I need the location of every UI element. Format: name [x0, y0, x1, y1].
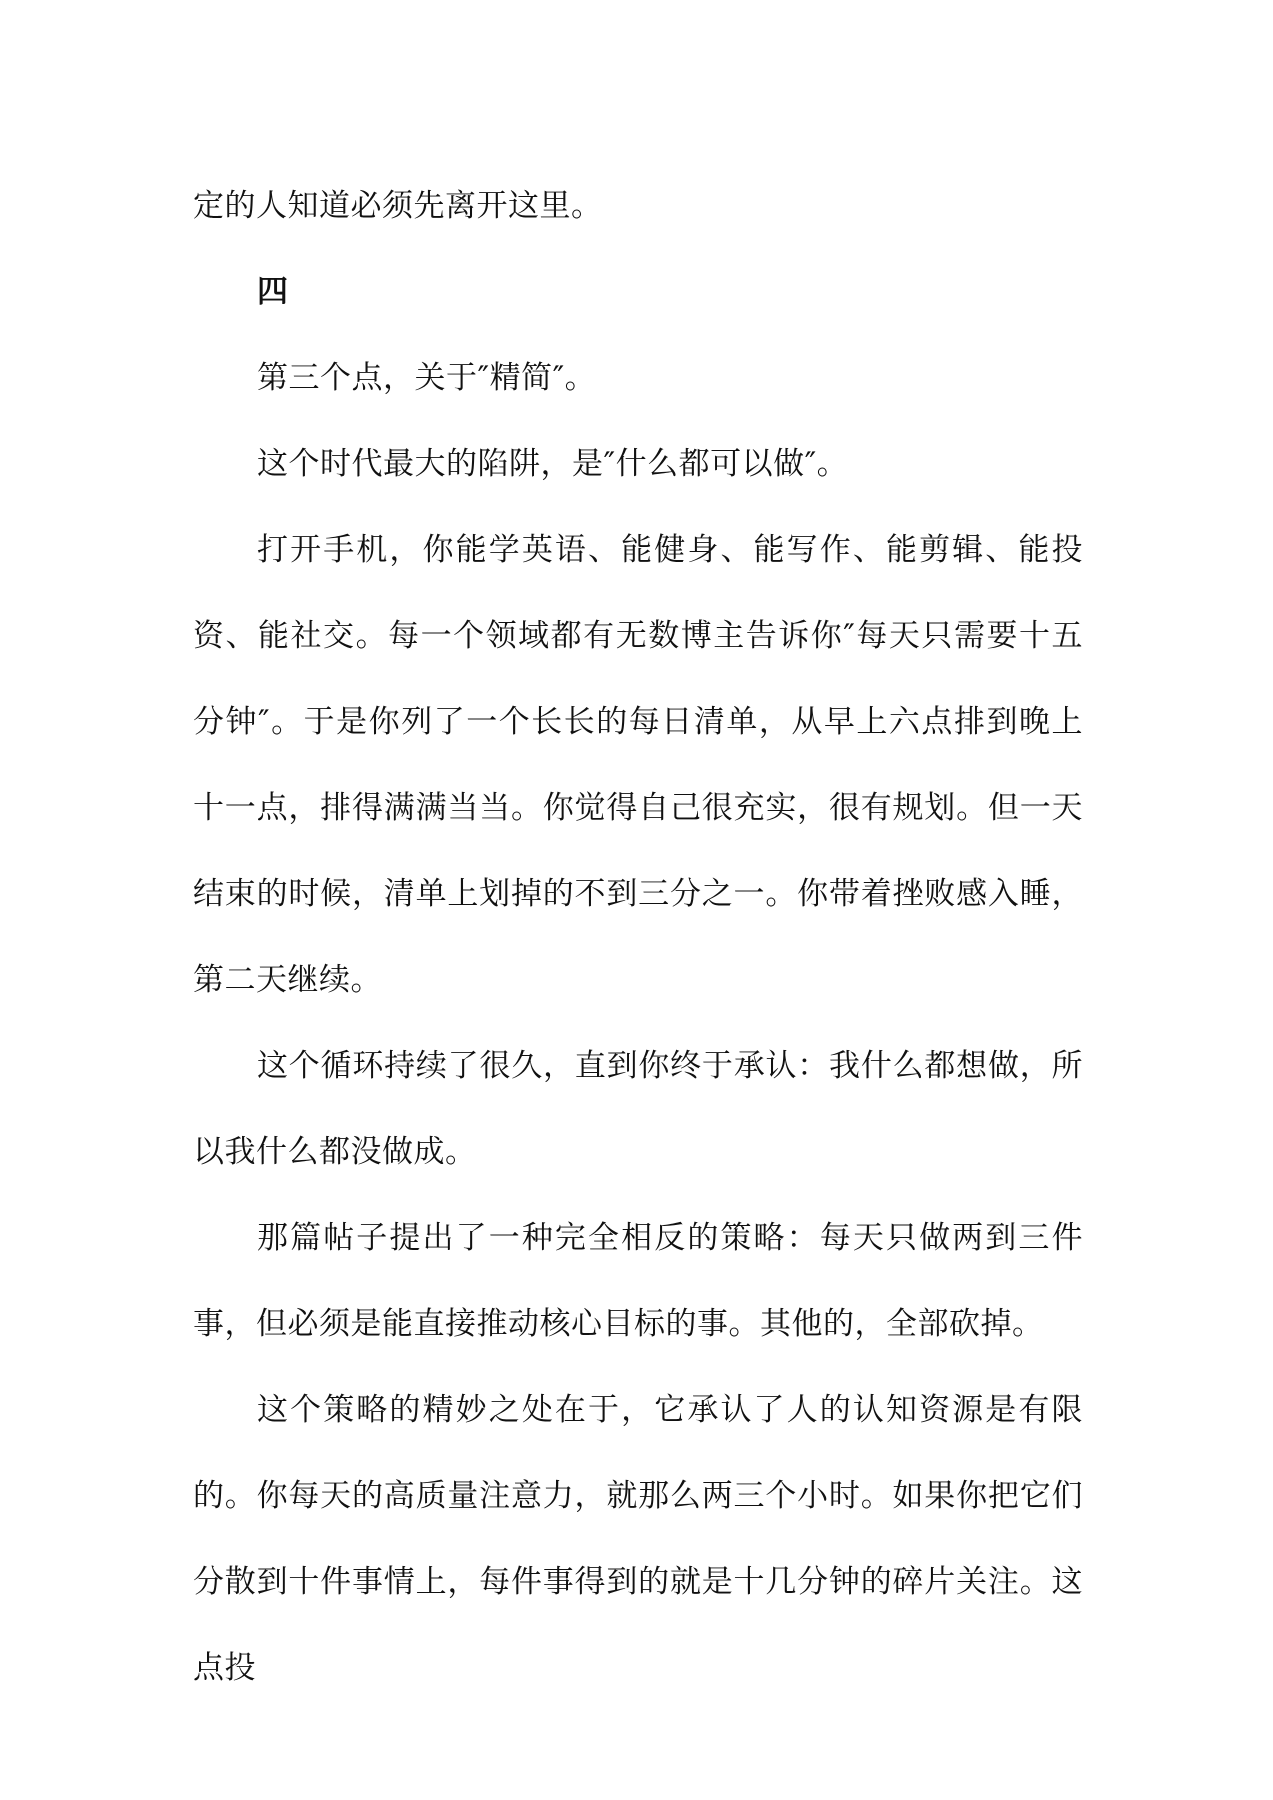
paragraph: 这个策略的精妙之处在于，它承认了人的认知资源是有限的。你每天的高质量注意力，就那么两三个小时。如果你把它们分散到十件事情上，每件事得到的就是十几分钟的碎片关注。这点投	[193, 1392, 1083, 1686]
document-body	[193, 163, 1083, 1711]
paragraph: 第三个点，关于″精简″。	[257, 360, 597, 396]
paragraph: 打开手机，你能学英语、能健身、能写作、能剪辑、能投资、能社交。每一个领域都有无数博主告诉你″每天只需要十五分钟″。于是你列了一个长长的每日清单，从早上六点排到晚上十一点，排得满满当当。你觉得自己很充实，很有规划。但一天结束的时候，清单上划掉的不到三分之一。你带着挫败感入睡，第二天继续。	[193, 532, 1083, 998]
paragraph: 那篇帖子提出了一种完全相反的策略：每天只做两到三件事，但必须是能直接推动核心目标的事。其他的，全部砍掉。	[193, 1220, 1083, 1342]
paragraph: 这个循环持续了很久，直到你终于承认：我什么都想做，所以我什么都没做成。	[193, 1048, 1083, 1170]
paragraph: 这个时代最大的陷阱，是″什么都可以做″。	[257, 446, 849, 482]
paragraph-continuation: 定的人知道必须先离开这里。	[193, 188, 603, 224]
section-heading: 四	[257, 274, 289, 310]
